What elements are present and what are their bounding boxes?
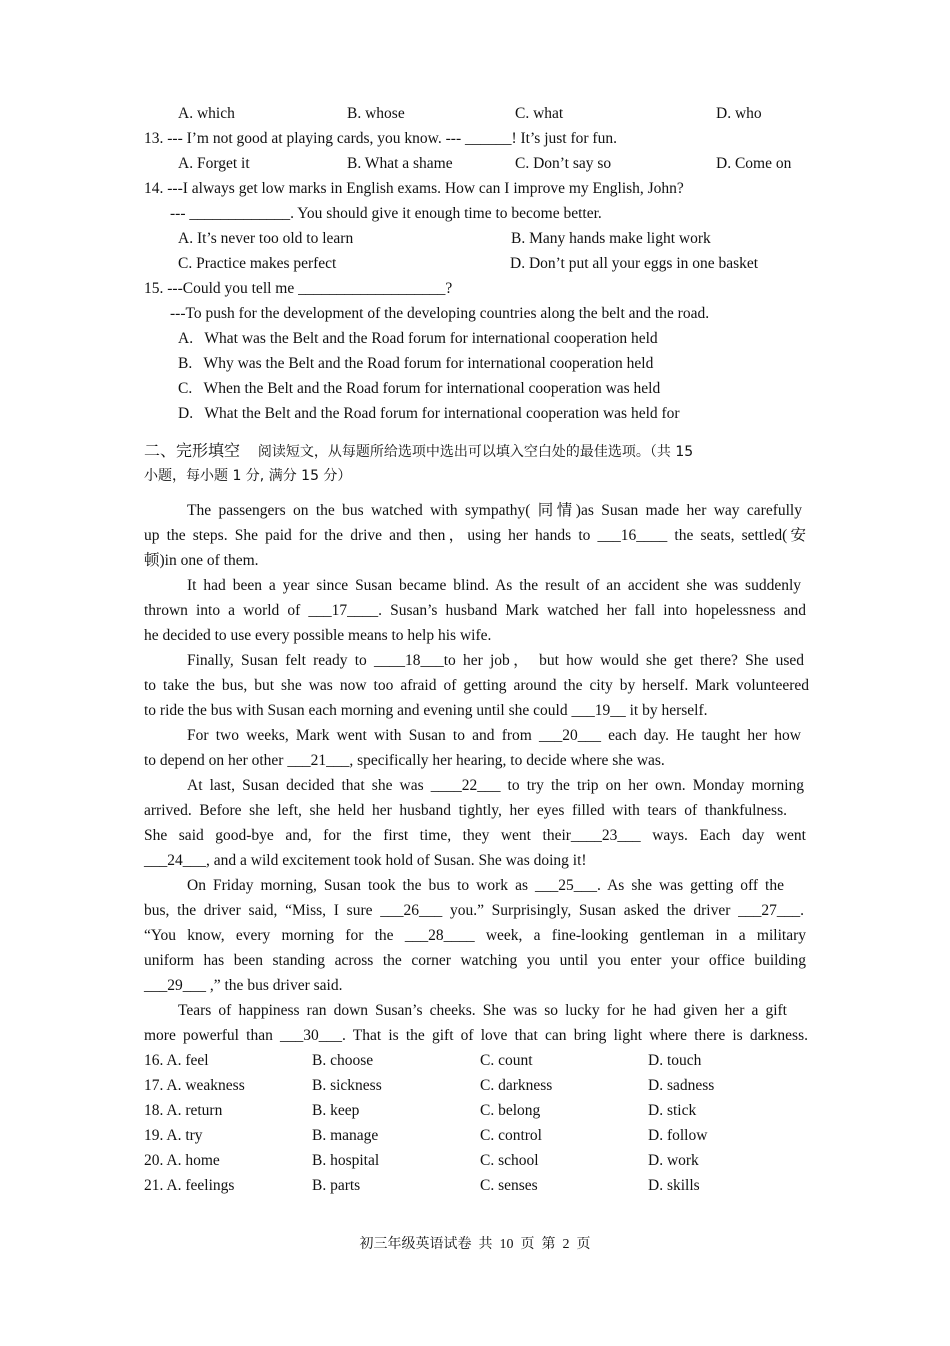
q13-stem: 13. --- I’m not good at playing cards, you know. --- ______! It’s just for fun.: [144, 130, 617, 147]
section-instruction-cont: 小题，每小题 1 分, 满分 15 分）: [144, 468, 352, 484]
passage-line: to ride the bus with Susan each morning and evening until she could ___19__ it by herself.: [144, 702, 708, 719]
passage-line: On Friday morning, Susan took the bus to work as ___25___. As she was getting off the: [187, 877, 784, 894]
passage-line: She said good-bye and, for the first time, they went their____23___ ways. Each day went: [144, 827, 806, 844]
answer-option: 19. A. try: [144, 1127, 203, 1144]
answer-option: B. sickness: [312, 1077, 382, 1094]
q12-option-c: C. what: [515, 105, 564, 122]
answer-option: C. control: [480, 1127, 542, 1144]
passage-line: more powerful than ___30___. That is the gift of love that can bring light where there is darkness.: [144, 1027, 808, 1044]
passage-line: up the steps. She paid for the drive and then，using her hands to ___16____ the seats, settled(安: [144, 527, 806, 544]
answer-option: C. school: [480, 1152, 539, 1169]
answer-option: 17. A. weakness: [144, 1077, 245, 1094]
passage-line: bus, the driver said, “Miss, I sure ___26___ you.” Surprisingly, Susan asked the driver ___27___.: [144, 902, 804, 919]
answer-option: B. keep: [312, 1102, 360, 1119]
q14-stem: 14. ---I always get low marks in English exams. How can I improve my English, John?: [144, 180, 684, 197]
answer-option: D. skills: [648, 1177, 700, 1194]
q12-option-d: D. who: [716, 105, 762, 122]
q15-option-a: A. What was the Belt and the Road forum for international cooperation held: [178, 330, 658, 347]
passage-line: It had been a year since Susan became blind. As the result of an accident she was suddenly: [187, 577, 801, 594]
q13-option-b: B. What a shame: [347, 155, 453, 172]
q14-reply: --- _____________. You should give it enough time to become better.: [170, 205, 602, 222]
q15-reply: ---To push for the development of the developing countries along the belt and the road.: [170, 305, 710, 322]
answer-option: B. hospital: [312, 1152, 380, 1169]
answer-option: B. manage: [312, 1127, 379, 1144]
answer-option: 18. A. return: [144, 1102, 223, 1119]
q13-option-a: A. Forget it: [178, 155, 250, 172]
passage-line: he decided to use every possible means to help his wife.: [144, 627, 492, 644]
answer-option: 21. A. feelings: [144, 1177, 235, 1194]
q15-option-c: C. When the Belt and the Road forum for international cooperation was held: [178, 380, 661, 397]
passage-line: “You know, every morning for the ___28____ week, a fine-looking gentleman in a military: [144, 927, 806, 944]
q15-stem: 15. ---Could you tell me ___________________?: [144, 280, 453, 297]
answer-option: B. parts: [312, 1177, 361, 1194]
passage-line: uniform has been standing across the corner watching you until you enter your office building: [144, 952, 806, 969]
q14-option-d: D. Don’t put all your eggs in one basket: [510, 255, 759, 272]
page-footer: 初三年级英语试卷 共 10 页 第 2 页: [359, 1237, 591, 1252]
section-title: 二、完形填空: [144, 441, 241, 460]
answer-option: C. darkness: [480, 1077, 553, 1094]
answer-option: B. choose: [312, 1052, 374, 1069]
q14-option-a: A. It’s never too old to learn: [178, 230, 354, 247]
section-instruction: 阅读短文，从每题所给选项中选出可以填入空白处的最佳选项。（共 15: [257, 444, 694, 460]
answer-option: 20. A. home: [144, 1152, 220, 1169]
answer-option: C. senses: [480, 1177, 538, 1194]
answer-option: C. count: [480, 1052, 533, 1069]
passage-line: At last, Susan decided that she was ____22___ to try the trip on her own. Monday morning: [187, 777, 804, 794]
answer-option: D. touch: [648, 1052, 702, 1069]
q14-option-b: B. Many hands make light work: [511, 230, 711, 247]
passage-line: thrown into a world of ___17____. Susan’s husband Mark watched her fall into hopelessness and: [144, 602, 806, 619]
q15-option-b: B. Why was the Belt and the Road forum for international cooperation held: [178, 355, 654, 372]
q13-option-d: D. Come on: [716, 155, 792, 172]
q15-option-d: D. What the Belt and the Road forum for international cooperation was held for: [178, 405, 680, 422]
passage-line: arrived. Before she left, she held her husband tightly, her eyes filled with tears of thankfulness.: [144, 802, 787, 819]
answer-option: D. work: [648, 1152, 699, 1169]
q14-option-c: C. Practice makes perfect: [178, 255, 337, 272]
passage-line: For two weeks, Mark went with Susan to and from ___20___ each day. He taught her how: [187, 727, 801, 744]
q12-option-b: B. whose: [347, 105, 405, 122]
answer-option: D. follow: [648, 1127, 708, 1144]
answer-option: D. sadness: [648, 1077, 715, 1094]
q13-option-c: C. Don’t say so: [515, 155, 612, 172]
passage-line: Tears of happiness ran down Susan’s cheeks. She was so lucky for he had given her a gift: [178, 1002, 787, 1019]
passage-line: Finally, Susan felt ready to ____18___to her job， but how would she get there? She used: [187, 652, 804, 669]
answer-option: C. belong: [480, 1102, 541, 1119]
passage-line: to take the bus, but she was now too afraid of getting around the city by herself. Mark volunteered: [144, 677, 809, 694]
passage-line: The passengers on the bus watched with sympathy( 同情)as Susan made her way carefully: [187, 502, 802, 519]
passage-line: to depend on her other ___21___, specifically her hearing, to decide where she was.: [144, 752, 665, 769]
answer-option: D. stick: [648, 1102, 697, 1119]
q12-option-a: A. which: [178, 105, 235, 122]
passage-line: ___29___ ,” the bus driver said.: [144, 977, 343, 994]
passage-line: 顿)in one of them.: [144, 552, 259, 569]
section-heading: [144, 441, 810, 462]
passage-line: ___24___, and a wild excitement took hold of Susan. She was doing it!: [144, 852, 587, 869]
answer-option: 16. A. feel: [144, 1052, 209, 1069]
